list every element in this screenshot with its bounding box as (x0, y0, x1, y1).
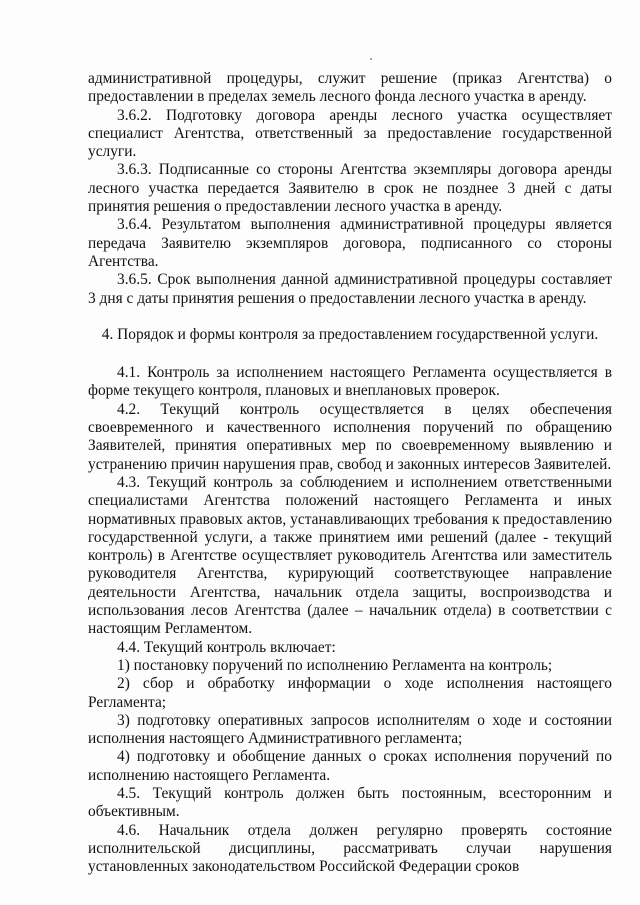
paragraph-4-3: 4.3. Текущий контроль за соблюдением и исполнением ответственными специалистами Агентства положений настоящего Регламента и иных нормативных правовых актов, устанавливающих требования к предоставлению государственной услуги, а также принятием ими решений (далее - текущий контроль) в Агентстве осуществляет руководитель Агентства или заместитель руководителя Агентства, курирующий соответствующее направление деятельности Агентства, начальник отдела защиты, воспроизводства и использования лесов Агентства (далее – начальник отдела) в соответствии с настоящим Регламентом. (88, 473, 612, 638)
paragraph-3-6-4: 3.6.4. Результатом выполнения административной процедуры является передача Заявителю экземпляров договора, подписанного со стороны Агентства. (88, 216, 612, 270)
paragraph-continuation: административной процедуры, служит решение (приказ Агентства) о предоставлении в пределах земель лесного фонда лесного участка в аренду. (88, 70, 612, 106)
scan-speck (370, 58, 372, 60)
paragraph-4-1: 4.1. Контроль за исполнением настоящего Регламента осуществляется в форме текущего контроля, плановых и внеплановых проверок. (88, 364, 612, 400)
list-item-4: 4) подготовку и обобщение данных о сроках исполнения поручений по исполнению настоящего Регламента. (88, 748, 612, 784)
paragraph-3-6-3: 3.6.3. Подписанные со стороны Агентства экземпляры договора аренды лесного участка передается Заявителю в срок не позднее 3 дней с даты принятия решения о предоставлении лесного участка в аренду. (88, 161, 612, 216)
paragraph-3-6-2: 3.6.2. Подготовку договора аренды лесного участка осуществляет специалист Агентства, ответственный за предоставление государственной услуги. (88, 106, 612, 161)
list-item-2: 2) сбор и обработку информации о ходе исполнения настоящего Регламента; (88, 675, 612, 711)
list-item-1: 1) постановку поручений по исполнению Регламента на контроль; (117, 656, 553, 674)
paragraph-4-4: 4.4. Текущий контроль включает: (117, 638, 336, 656)
paragraph-4-2: 4.2. Текущий контроль осуществляется в целях обеспечения своевременного и качественного исполнения поручений по обращению Заявителей, принятия оперативных мер по своевременному выявлению и устранению причин нарушения прав, свобод и законных интересов Заявителей. (88, 400, 612, 473)
list-item-3: 3) подготовку оперативных запросов исполнителям о ходе и состоянии исполнения настоящего Административного регламента; (88, 711, 612, 748)
paragraph-4-6: 4.6. Начальник отдела должен регулярно проверять состояние исполнительской дисциплины, рассматривать случаи нарушения установленных законодательством Российской Федерации сроков (88, 821, 612, 876)
paragraph-3-6-5: 3.6.5. Срок выполнения данной административной процедуры составляет 3 дня с даты принятия решения о предоставлении лесного участка в аренду. (88, 271, 612, 307)
document-body (88, 70, 612, 876)
paragraph-4-5: 4.5. Текущий контроль должен быть постоянным, всесторонним и объективным. (88, 784, 612, 821)
section-heading: 4. Порядок и формы контроля за предоставлением государственной услуги. (101, 325, 599, 343)
